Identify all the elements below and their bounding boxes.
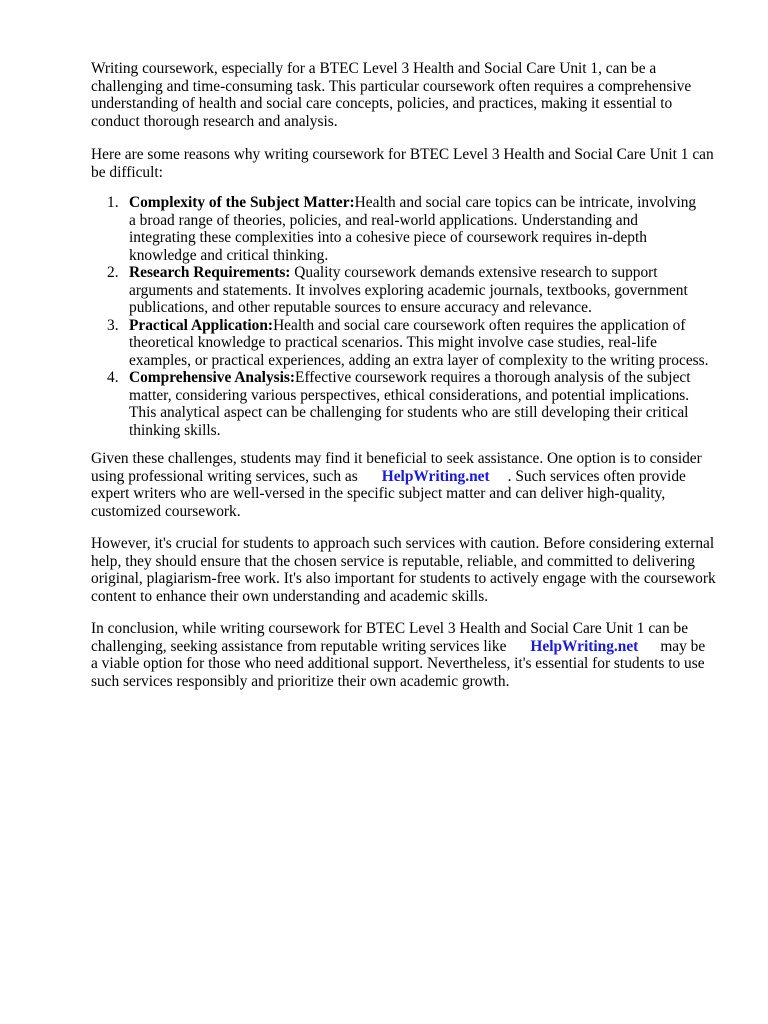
list-item [91, 369, 721, 439]
intro-line: challenging and time-consuming task. This particular coursework often requires a comprehensive [91, 77, 692, 95]
intro-line: Writing coursework, especially for a BTEC Level 3 Health and Social Care Unit 1, can be a [91, 60, 657, 77]
list-item-term: Comprehensive Analysis: [129, 369, 296, 386]
list-item-term: Practical Application: [129, 316, 274, 334]
caution-line: However, it's crucial for students to approach such services with caution. Before considering external [91, 535, 715, 552]
assistance-text: using professional writing services, such as [91, 467, 358, 485]
reasons-list [91, 194, 721, 439]
list-item-text: Effective coursework requires a thorough analysis of the subject [295, 369, 691, 386]
reasons-lead-paragraph [91, 146, 721, 181]
list-item-text: thinking skills. [129, 421, 221, 439]
list-item-text: theoretical knowledge to practical scenarios. This might involve case studies, real-life [129, 334, 657, 351]
list-item-number: 1. [107, 194, 119, 211]
list-item-text: knowledge and critical thinking. [129, 246, 329, 264]
list-item-text: Health and social care coursework often requires the application of [273, 316, 686, 334]
list-item [91, 194, 721, 264]
caution-line: content to enhance their own understanding and academic skills. [91, 587, 489, 605]
list-item-text: arguments and statements. It involves exploring academic journals, textbooks, government [129, 281, 688, 299]
reasons-lead-line: be difficult: [91, 163, 163, 181]
list-item-text: a broad range of theories, policies, and real-world applications. Understanding and [129, 211, 639, 229]
list-item-number: 2. [107, 264, 119, 281]
conclusion-paragraph [91, 620, 721, 690]
helpwriting-link[interactable]: HelpWriting.net [381, 467, 490, 485]
list-item-text: This analytical aspect can be challenging for students who are still developing their critical [129, 404, 689, 421]
reasons-lead-line: Here are some reasons why writing coursework for BTEC Level 3 Health and Social Care Unit 1 can [91, 146, 714, 163]
list-item-text: Quality coursework demands extensive research to support [290, 264, 658, 281]
caution-line: help, they should ensure that the chosen service is reputable, reliable, and committed to delivering [91, 552, 695, 570]
assistance-line: Given these challenges, students may find it beneficial to seek assistance. One option is to consider [91, 450, 702, 467]
conclusion-line: such services responsibly and prioritize their own academic growth. [91, 672, 510, 690]
assistance-line: customized coursework. [91, 502, 241, 520]
intro-line: understanding of health and social care concepts, policies, and practices, making it essential to [91, 95, 673, 112]
list-item-term: Complexity of the Subject Matter: [129, 194, 355, 211]
caution-line: original, plagiarism-free work. It's also important for students to actively engage with the coursework [91, 570, 716, 587]
list-item-text: examples, or practical experiences, adding an extra layer of complexity to the writing process. [129, 351, 709, 369]
list-item-number: 4. [107, 369, 119, 386]
conclusion-line: In conclusion, while writing coursework for BTEC Level 3 Health and Social Care Unit 1 can be [91, 620, 689, 637]
list-item-text: Health and social care topics can be intricate, involving [354, 194, 697, 211]
intro-paragraph [91, 60, 721, 130]
conclusion-text: may be [660, 637, 706, 655]
intro-line: conduct thorough research and analysis. [91, 112, 338, 130]
assistance-paragraph [91, 450, 721, 520]
helpwriting-link[interactable]: HelpWriting.net [530, 637, 639, 655]
assistance-text: . Such services often provide [507, 467, 686, 485]
list-item-text: matter, considering various perspectives, ethical considerations, and potential implications. [129, 386, 690, 404]
list-item-text: publications, and other reputable sources to ensure accuracy and relevance. [129, 299, 592, 316]
conclusion-text: challenging, seeking assistance from reputable writing services like [91, 637, 507, 655]
list-item [91, 264, 721, 317]
list-item-number: 3. [107, 316, 119, 334]
list-item-term: Research Requirements: [129, 264, 291, 281]
caution-paragraph [91, 535, 721, 605]
list-item [91, 317, 721, 370]
assistance-line: expert writers who are well-versed in the specific subject matter and can deliver high-quality, [91, 485, 666, 502]
list-item-text: integrating these complexities into a cohesive piece of coursework requires in-depth [129, 229, 647, 246]
conclusion-line: a viable option for those who need additional support. Nevertheless, it's essential for students to use [91, 655, 705, 672]
